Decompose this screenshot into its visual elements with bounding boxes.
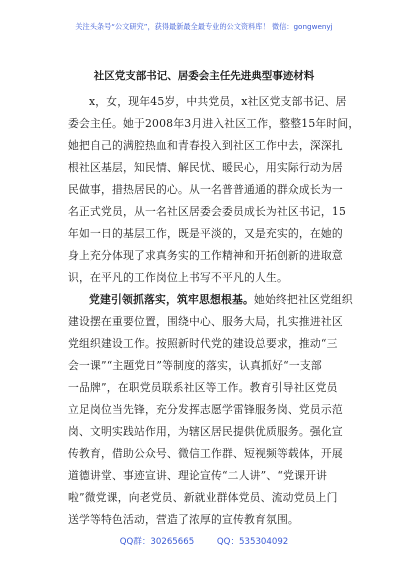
text-line: 民做事，措热居民的心。从一名普普通通的群众成长为一 [68,183,343,196]
text-line: 建设摆在重要位置，围绕中心、服务大局，扎实推进社区 [68,315,343,328]
text-line: 啦”微党课，向老党员、新就业群体党员、流动党员上门 [68,491,338,504]
text-line: 道德讲堂、事迹宣讲、理论宣传“二人讲”、“党课开讲 [68,469,328,482]
text-line: 识，在平凡的工作岗位上书写不平凡的人生。 [68,271,288,284]
text-line: 她把自己的满腔热血和青春投入到社区工作中去，深深扎 [68,139,343,152]
document-title: 社区党支部书记、居委会主任先进典型事迹材料 [93,70,315,82]
paragraph-1 [68,91,360,289]
text-line [68,289,353,311]
text-line: 委会主任。她于2008年3月进入社区工作，整整15年时间， [68,117,360,130]
text-line: 党组织建设工作。按照新时代党的建设总要求，推动“三 [68,337,338,350]
text-line: 根社区基层，知民情、解民忧、暖民心，用实际行动为居 [68,161,343,174]
contact-footer [0,535,408,547]
text-line: 岗、文明实践站作用，为辖区居民提供优质服务。强化宣 [68,425,343,438]
text-line: 年如一日的基层工作，既是平淡的，又是充实的，在她的 [68,227,343,240]
text-line: 会一课”“主题党日”等制度的落实，认真抓好“一支部 [68,359,322,372]
text-line: 身上充分体现了求真务实的工作精神和开拓创新的进取意 [68,249,343,262]
qq-number: QQ：535304092 [216,537,289,547]
promo-header: 关注头条号“公文研究”，获得最新最全最专业的公文资料库！ 微信：gongwenyj [75,22,333,31]
paragraph-lead: 党建引领抓落实，筑牢思想根基。 [89,293,254,306]
paragraph-2 [68,289,353,531]
text-line: 送学等特色活动，营造了浓厚的宣传教育氛围。 [68,513,299,526]
text-line: 立足岗位当先锋，充分发挥志愿学雷锋服务岗、党员示范 [68,403,343,416]
text-line: 传教育，借助公众号、微信工作群、短视频等载体，开展 [68,447,343,460]
text-line: x，女，现年45岁，中共党员，x社区党支部书记、居 [89,95,347,108]
text-line-rest: 她始终把社区党组织 [253,293,353,306]
qq-group-number: QQ群：30265665 [119,537,195,547]
text-line: 名正式党员，从一名社区居委会委员成长为社区书记，15 [68,205,347,218]
text-line: 一品牌”，在职党员联系社区等工作。教育引导社区党员 [68,381,338,394]
